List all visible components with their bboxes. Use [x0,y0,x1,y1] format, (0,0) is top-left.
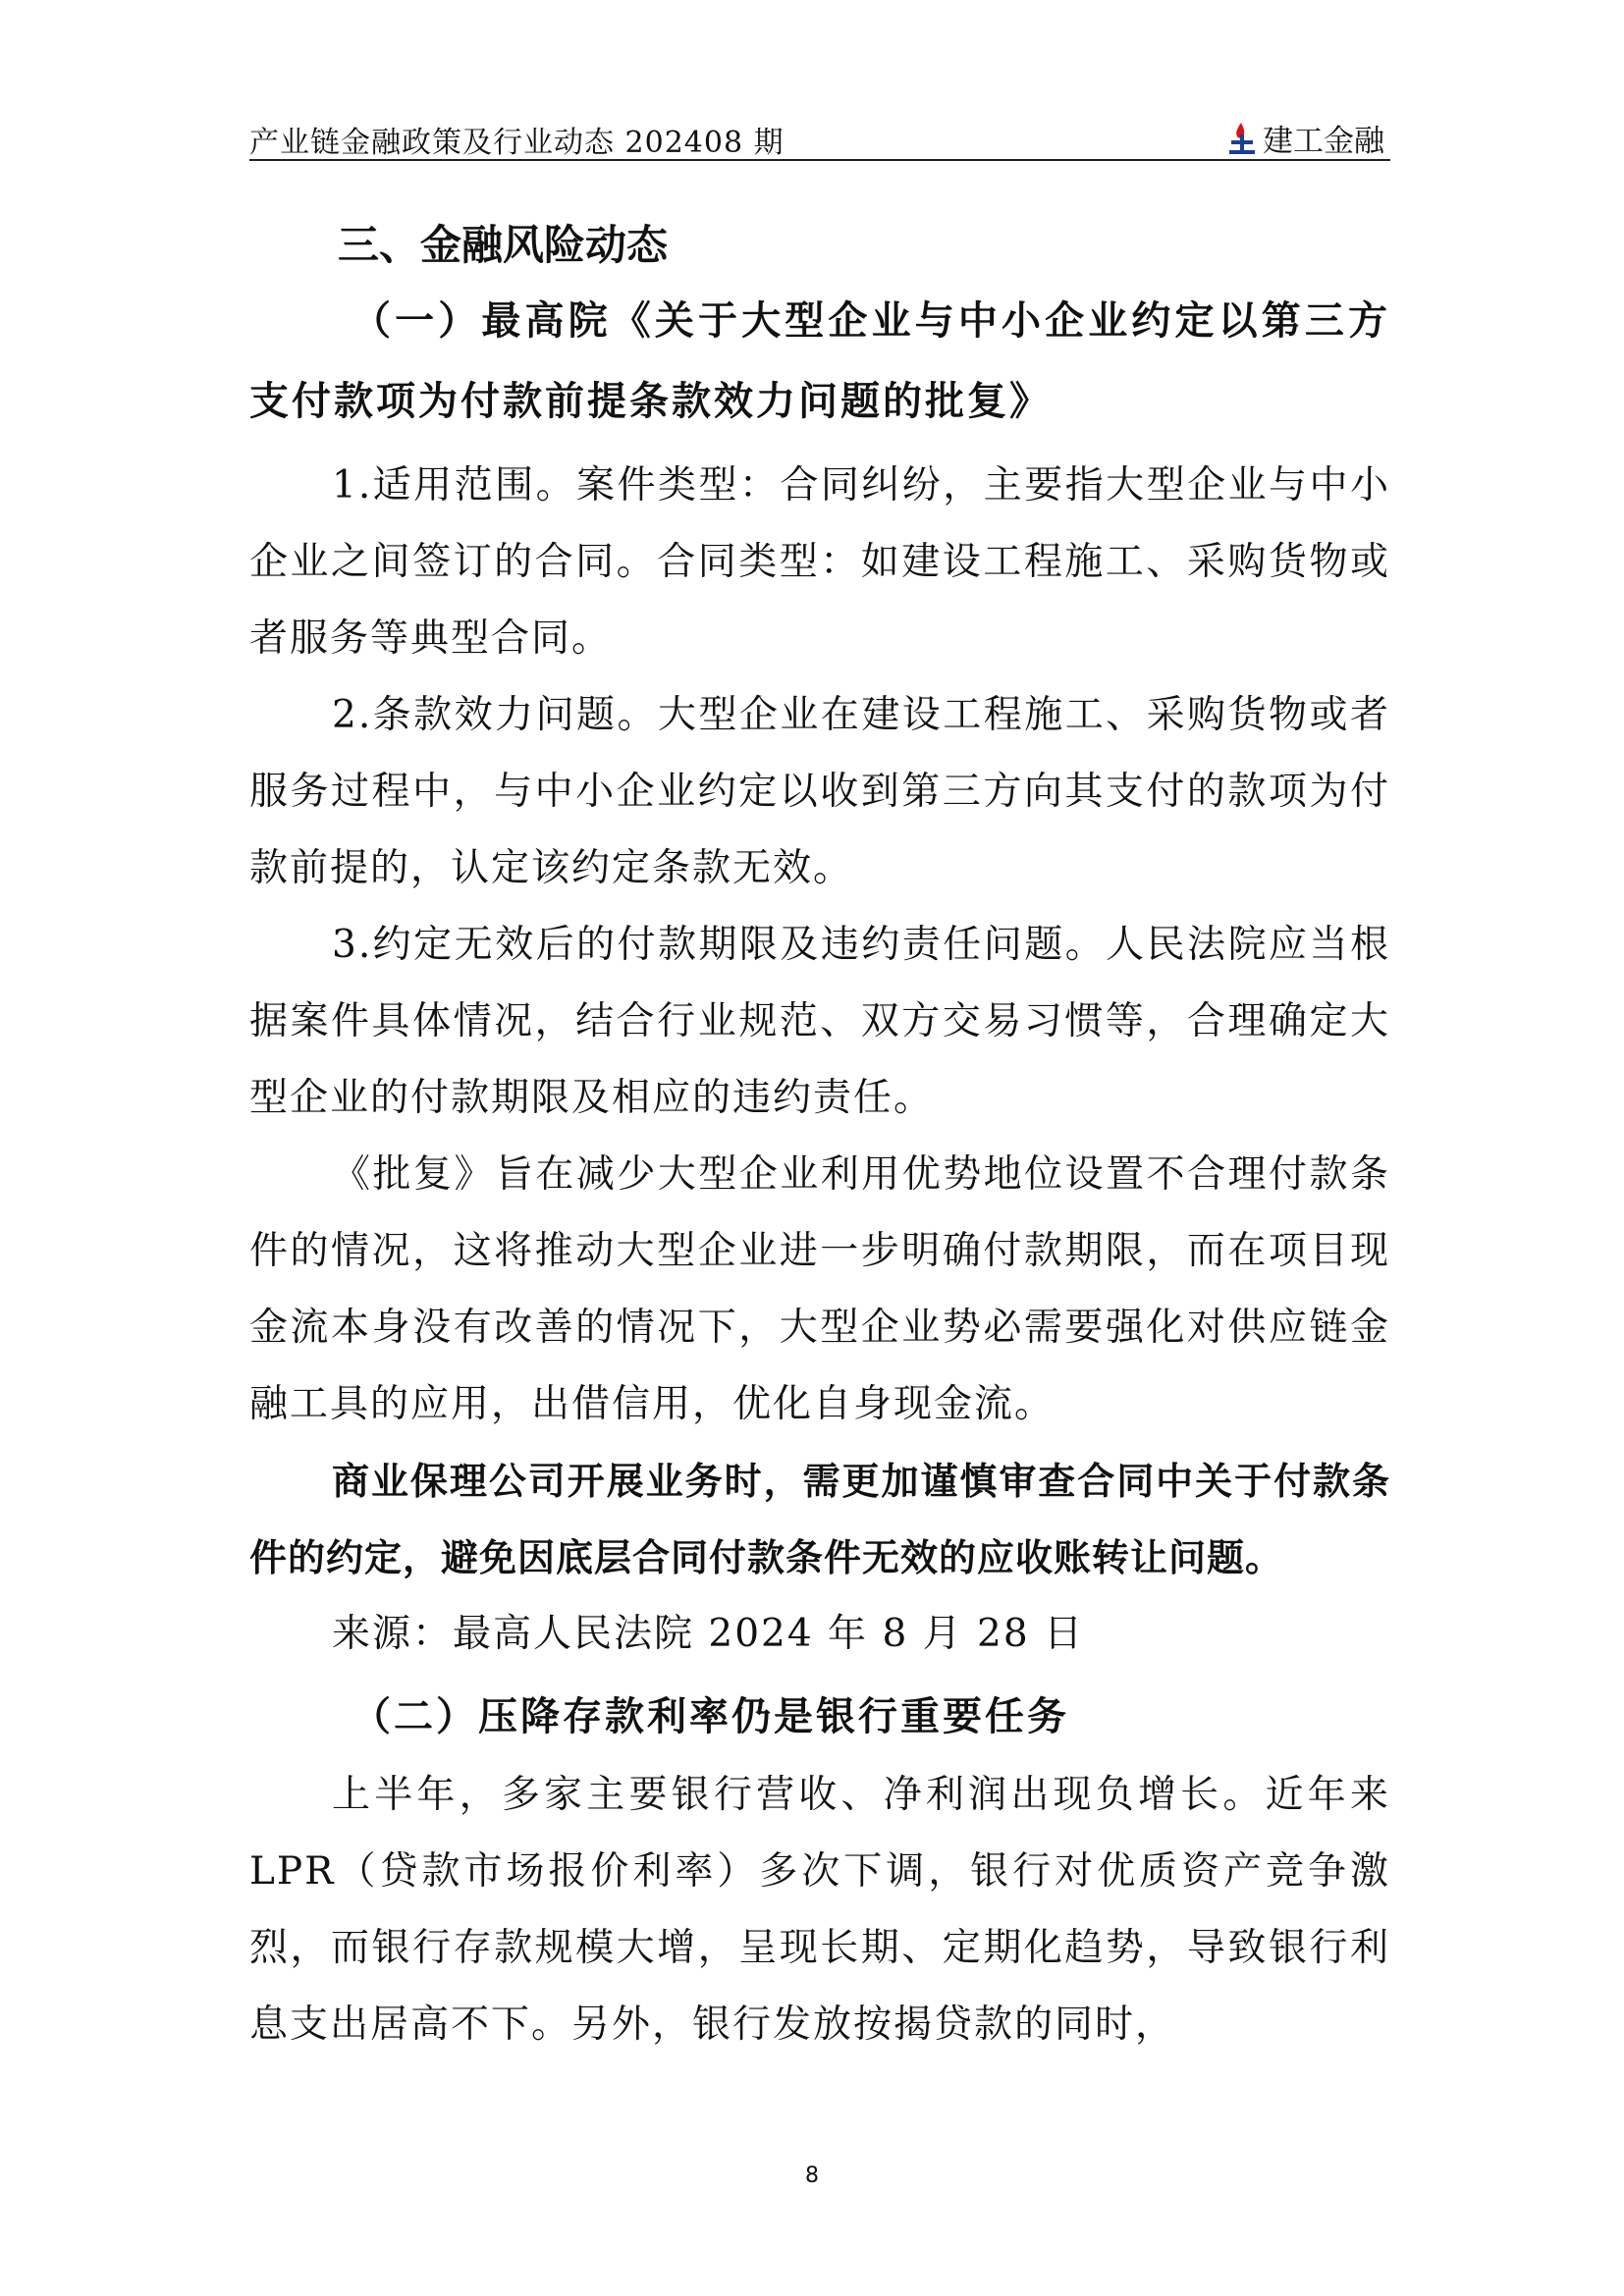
brand [1227,116,1384,160]
paragraph-5: 上半年，多家主要银行营收、净利润出现负增长。近年来 LPR（贷款市场报价利率）多次下调，银行对优质资产竞争激烈，而银行存款规模大增，呈现长期、定期化趋势，导致银行利息支出居高不下。另外，银行发放按揭贷款的同时， [249,1773,1390,2047]
header-title: 产业链金融政策及行业动态 202408 期 [249,126,785,160]
page-number: 8 [805,2163,819,2188]
subsection-heading-2: （二）压降存款利率仍是银行重要任务 [352,1694,1069,1739]
page-header [249,114,1390,161]
source-line: 来源：最高人民法院 2024 年 8 月 28 日 [332,1612,1085,1656]
paragraph-4: 《批复》旨在减少大型企业利用优势地位设置不合理付款条件的情况，这将推动大型企业进一步明确付款期限，而在项目现金流本身没有改善的情况下，大型企业势必需要强化对供应链金融工具的应用，出借信用，优化自身现金流。 [249,1152,1390,1426]
bold-paragraph: 商业保理公司开展业务时，需更加谨慎审查合同中关于付款条件的约定，避免因底层合同付款条件无效的应收账转让问题。 [249,1460,1390,1579]
paragraph-2: 2.条款效力问题。大型企业在建设工程施工、采购货物或者服务过程中，与中小企业约定以收到第三方向其支付的款项为付款前提的，认定该约定条款无效。 [249,693,1390,890]
document-body [249,192,1390,2063]
paragraph-3: 3.约定无效后的付款期限及违约责任问题。人民法院应当根据案件具体情况，结合行业规范、双方交易习惯等，合理确定大型企业的付款期限及相应的违约责任。 [249,923,1390,1120]
subsection-heading-1: （一）最高院《关于大型企业与中小企业约定以第三方支付款项为付款前提条款效力问题的批复》 [249,298,1390,424]
jg-logo-icon [1227,121,1257,156]
paragraph-1: 1.适用范围。案件类型：合同纠纷，主要指大型企业与中小企业之间签订的合同。合同类型：如建设工程施工、采购货物或者服务等典型合同。 [249,463,1390,661]
section-heading: 三、金融风险动态 [338,221,669,269]
brand-name: 建工金融 [1263,124,1384,159]
